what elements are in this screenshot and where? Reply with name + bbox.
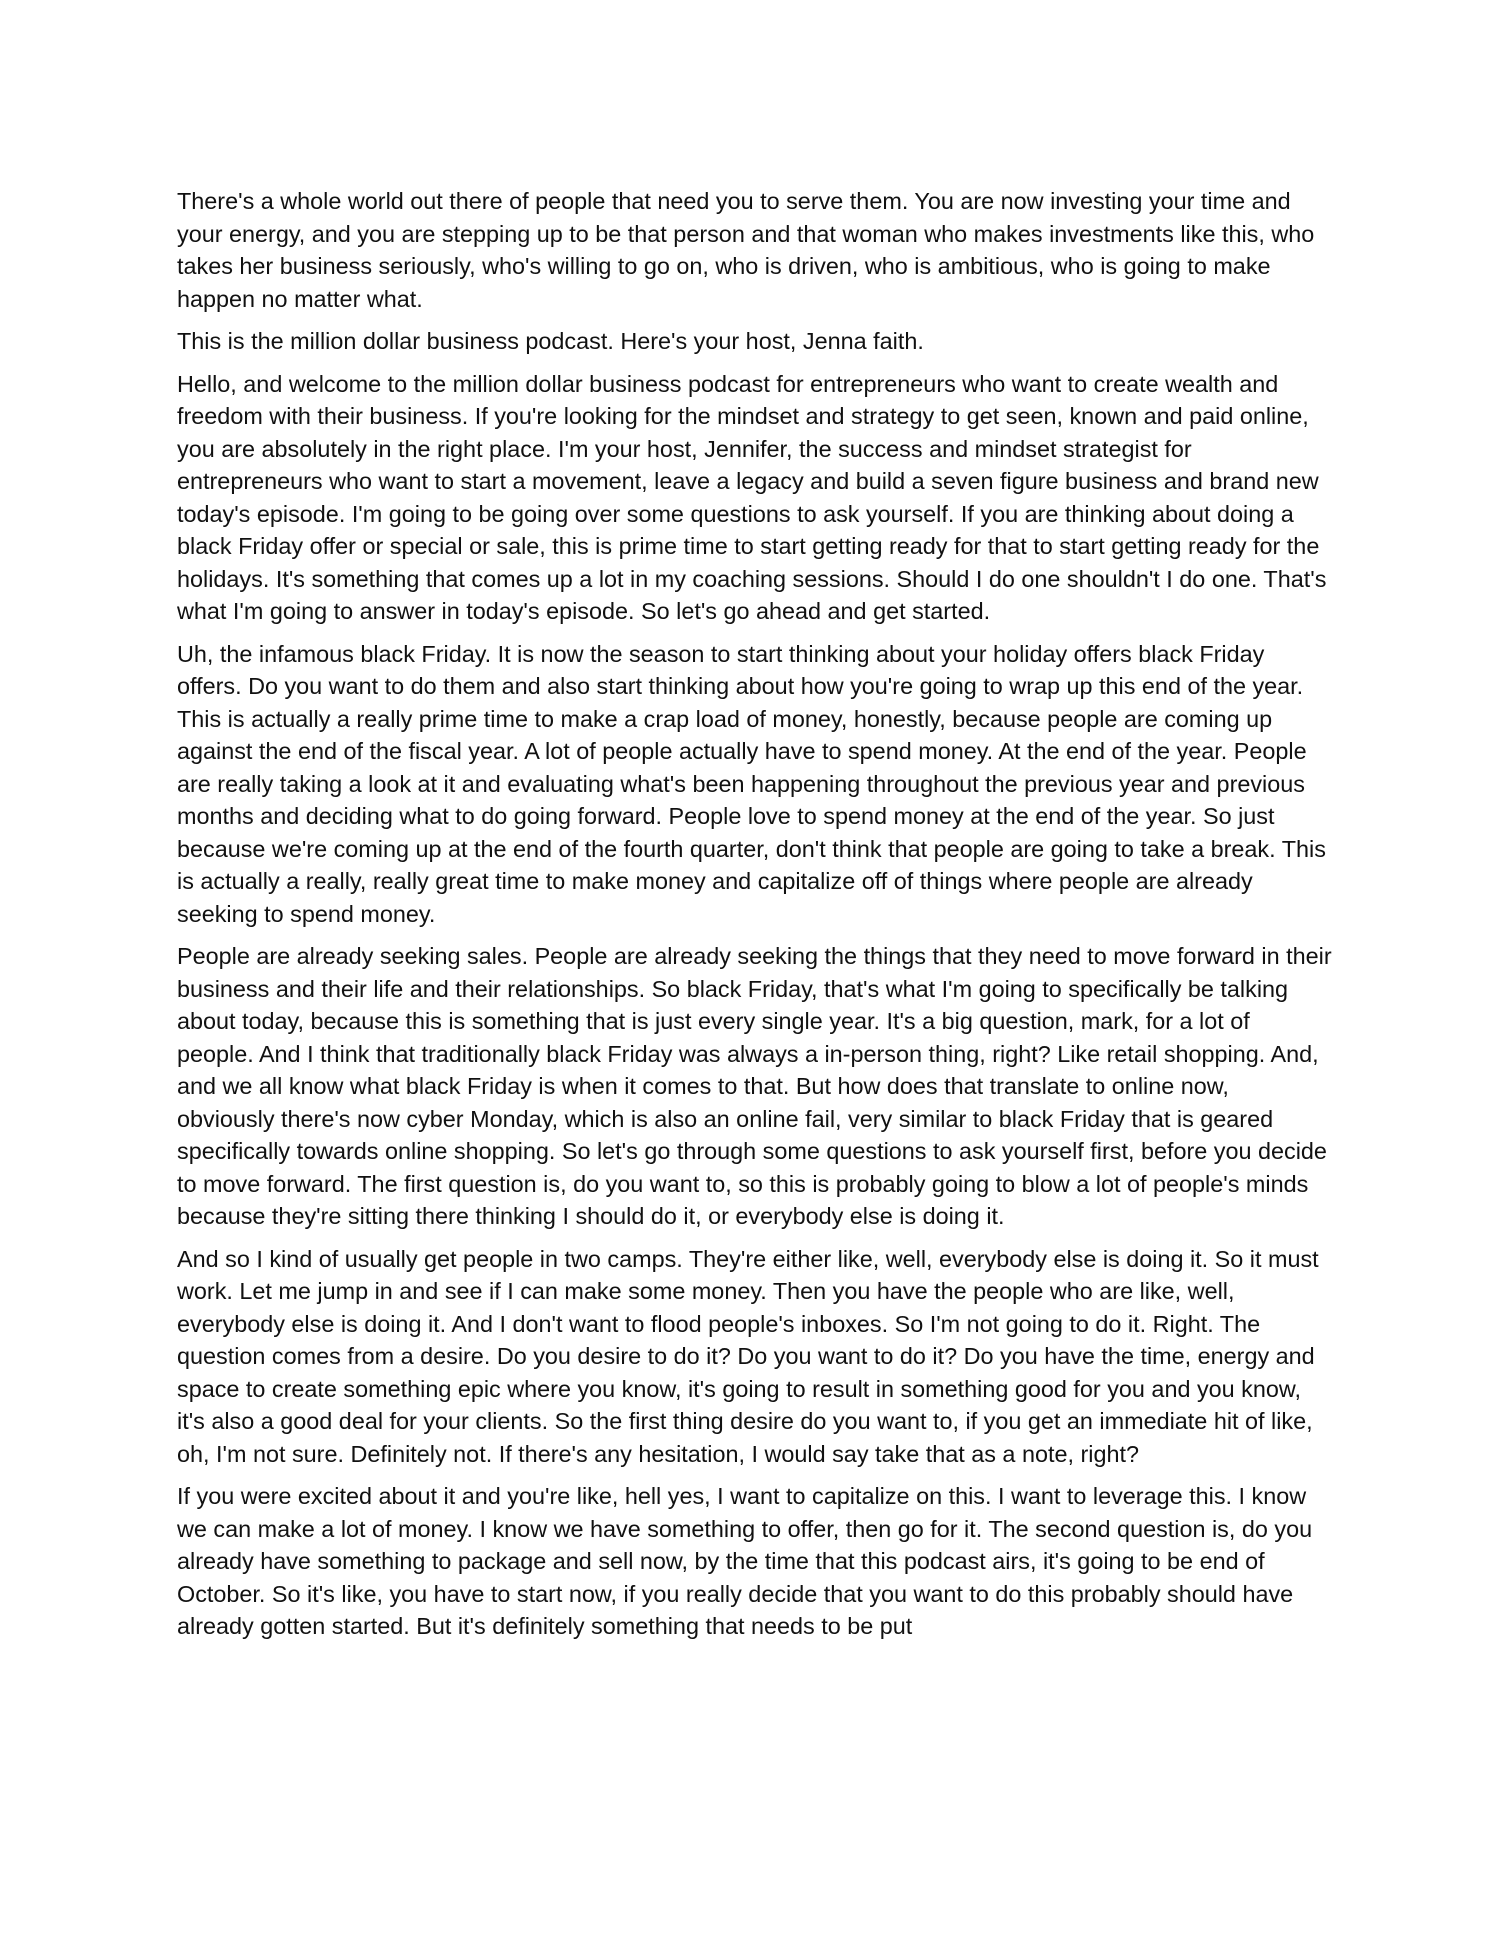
- paragraph-welcome: Hello, and welcome to the million dollar business podcast for entrepreneurs who want to create wealth and freedom with their business. If you're looking for the mindset and strategy to get seen, known and paid online, you are absolutely in the right place. I'm your host, Jennifer, the success and mindset strategist for entrepreneurs who want to start a movement, leave a legacy and build a seven figure business and brand new today's episode. I'm going to be going over some questions to ask yourself. If you are thinking about doing a black Friday offer or special or sale, this is prime time to start getting ready for that to start getting ready for the holidays. It's something that comes up a lot in my coaching sessions. Should I do one shouldn't I do one. That's what I'm going to answer in today's episode. So let's go ahead and get started.: [177, 370, 1327, 624]
- paragraph-seeking-sales: People are already seeking sales. People are already seeking the things that they need to move forward in their business and their life and their relationships. So black Friday, that's what I'm going to specifically be talking about today, because this is something that is just every single year. It's a big question, mark, for a lot of people. And I think that traditionally black Friday was always a in-person thing, right? Like retail shopping. And, and we all know what black Friday is when it comes to that. But how does that translate to online now, obviously there's now cyber Monday, which is also an online fail, very similar to black Friday that is geared specifically towards online shopping. So let's go through some questions to ask yourself first, before you decide to move forward. The first question is, do you want to, so this is probably going to blow a lot of people's minds because they're sitting there thinking I should do it, or everybody else is doing it.: [177, 943, 1332, 1229]
- paragraph-intro: There's a whole world out there of people that need you to serve them. You are now investing your time and your energy, and you are stepping up to be that person and that woman who makes investments like this, who takes her business seriously, who's willing to go on, who is driven, who is ambitious, who is going to make happen no matter what.: [177, 188, 1315, 312]
- paragraph-second-question: If you were excited about it and you're like, hell yes, I want to capitalize on this. I want to leverage this. I know we can make a lot of money. I know we have something to offer, then go for it. The second question is, do you already have something to package and sell now, by the time that this podcast airs, it's going to be end of October. So it's like, you have to start now, if you really decide that you want to do this probably should have already gotten started. But it's definitely something that needs to be put: [177, 1483, 1313, 1639]
- paragraph-announcer: This is the million dollar business podcast. Here's your host, Jenna faith.: [177, 328, 924, 354]
- transcript-page: [177, 185, 1332, 1653]
- paragraph-black-friday-season: Uh, the infamous black Friday. It is now the season to start thinking about your holiday offers black Friday offers. Do you want to do them and also start thinking about how you're going to wrap up this end of the year. This is actually a really prime time to make a crap load of money, honestly, because people are coming up against the end of the fiscal year. A lot of people actually have to spend money. At the end of the year. People are really taking a look at it and evaluating what's been happening throughout the previous year and previous months and deciding what to do going forward. People love to spend money at the end of the year. So just because we're coming up at the end of the fourth quarter, don't think that people are going to take a break. This is actually a really, really great time to make money and capitalize off of things where people are already seeking to spend money.: [177, 640, 1326, 927]
- paragraph-two-camps: And so I kind of usually get people in two camps. They're either like, well, everybody else is doing it. So it must work. Let me jump in and see if I can make some money. Then you have the people who are like, well, everybody else is doing it. And I don't want to flood people's inboxes. So I'm not going to do it. Right. The question comes from a desire. Do you desire to do it? Do you want to do it? Do you have the time, energy and space to create something epic where you know, it's going to result in something good for you and you know, it's also a good deal for your clients. So the first thing desire do you want to, if you get an immediate hit of like, oh, I'm not sure. Definitely not. If there's any hesitation, I would say take that as a note, right?: [177, 1245, 1319, 1467]
